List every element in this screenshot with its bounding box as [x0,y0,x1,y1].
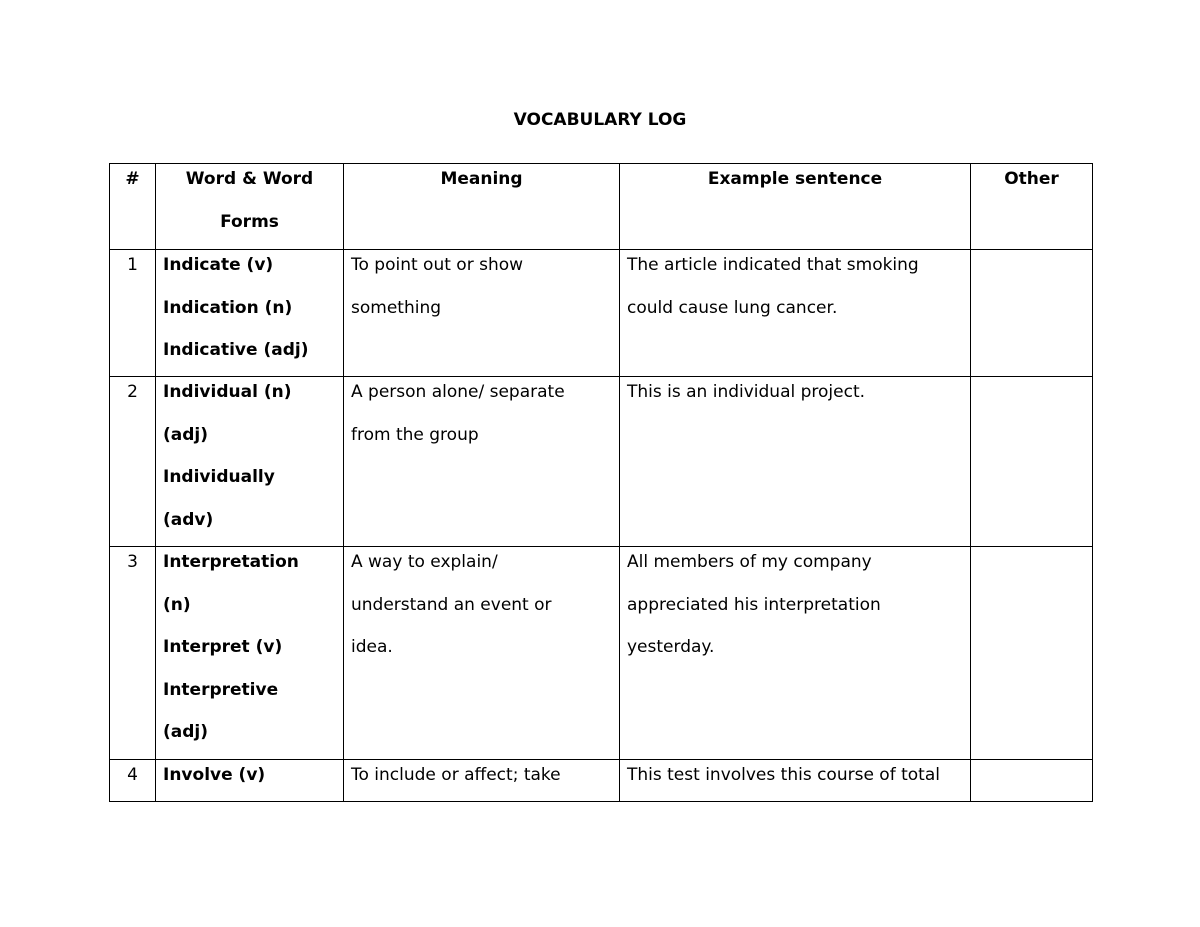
meaning-cell: A person alone/ separate from the group [344,377,620,547]
header-other: Other [971,164,1093,250]
table-row [110,250,1093,377]
row-number-cell: 2 [110,377,156,547]
word-forms-cell: Individual (n) (adj) Individually (adv) [156,377,344,547]
word-forms-cell: Interpretation (n) Interpret (v) Interpretive (adj) [156,547,344,760]
header-example-sentence: Example sentence [620,164,971,250]
table-header-row [110,164,1093,250]
table-row [110,547,1093,760]
vocabulary-table [109,163,1093,802]
row-number-cell: 4 [110,760,156,802]
row-number-cell: 1 [110,250,156,377]
word-forms-cell: Indicate (v) Indication (n) Indicative (adj) [156,250,344,377]
header-meaning: Meaning [344,164,620,250]
row-number-cell: 3 [110,547,156,760]
word-forms-cell: Involve (v) [156,760,344,802]
table-row [110,377,1093,547]
example-sentence-cell: All members of my company appreciated his interpretation yesterday. [620,547,971,760]
example-sentence-cell: The article indicated that smoking could cause lung cancer. [620,250,971,377]
other-cell [971,547,1093,760]
example-sentence-cell: This test involves this course of total [620,760,971,802]
table-row [110,760,1093,802]
header-number: # [110,164,156,250]
meaning-cell: To include or affect; take [344,760,620,802]
meaning-cell: A way to explain/ understand an event or idea. [344,547,620,760]
meaning-cell: To point out or show something [344,250,620,377]
header-word-forms: Word & Word Forms [156,164,344,250]
other-cell [971,250,1093,377]
other-cell [971,377,1093,547]
other-cell [971,760,1093,802]
page-title: VOCABULARY LOG [513,110,687,130]
example-sentence-cell: This is an individual project. [620,377,971,547]
